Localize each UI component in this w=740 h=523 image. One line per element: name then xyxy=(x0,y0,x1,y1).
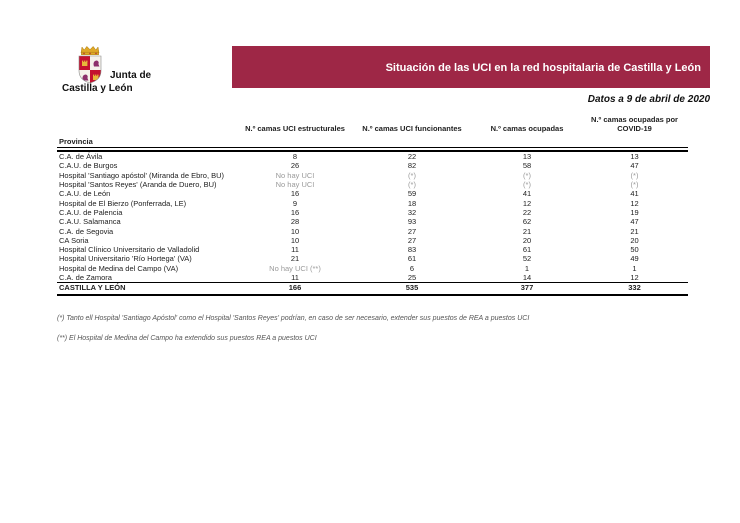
table-row xyxy=(57,217,688,226)
ocupadas-covid-cell: 20 xyxy=(630,235,639,245)
province-name-cell: C.A. de Segovia xyxy=(59,226,114,236)
coat-of-arms-icon xyxy=(74,46,106,84)
funcionantes-cell: (*) xyxy=(408,170,416,180)
date-line: Datos a 9 de abril de 2020 xyxy=(587,94,710,105)
table-row xyxy=(57,189,688,198)
ocupadas-cell: 20 xyxy=(522,235,532,245)
estructurales-cell: 28 xyxy=(290,217,300,227)
page-title: Situación de las UCI en la red hospitalaria de Castilla y León xyxy=(385,62,701,74)
junta-castilla-leon-logo xyxy=(58,46,178,98)
col-header-estructurales: N.º camas UCI estructurales xyxy=(245,123,345,133)
province-header-label: Provincia xyxy=(57,137,239,148)
table-row xyxy=(57,236,688,245)
ocupadas-cell: 52 xyxy=(522,254,532,264)
province-header-row xyxy=(57,137,688,148)
province-name-cell: Hospital Universitario 'Río Hortega' (VA) xyxy=(59,254,192,264)
province-name-cell: C.A.U. de Palencia xyxy=(59,207,123,217)
table-row xyxy=(57,254,688,263)
empty-header-cell xyxy=(57,116,239,137)
province-name-cell: Hospital Clínico Universitario de Valladolid xyxy=(59,245,200,255)
col-header-ocupadas-covid: N.º camas ocupadas por COVID-19 xyxy=(591,116,678,133)
ocupadas-covid-cell: (*) xyxy=(630,180,639,190)
province-name-cell: C.A. de Zamora xyxy=(59,273,112,283)
table-row xyxy=(57,208,688,217)
footnote-rea-uci: (*) Tanto ell Hospital 'Santiago Apóstol' como el Hospital 'Santos Reyes' podrían, en caso de ser necesario, extender sus puestos de REA a puestos UCI xyxy=(57,315,530,322)
ocupadas-covid-cell: (*) xyxy=(630,170,639,180)
funcionantes-cell: 93 xyxy=(407,217,417,227)
funcionantes-cell: 61 xyxy=(407,254,417,264)
funcionantes-cell: 25 xyxy=(407,273,417,283)
ocupadas-covid-cell: 19 xyxy=(630,207,639,217)
funcionantes-cell: (*) xyxy=(408,180,416,190)
uci-table-wrapper xyxy=(57,116,688,296)
funcionantes-cell: 27 xyxy=(407,235,417,245)
funcionantes-cell: 32 xyxy=(407,207,417,217)
ocupadas-cell: 21 xyxy=(522,226,532,236)
estructurales-cell: 10 xyxy=(290,226,300,236)
total-label: CASTILLA Y LEÓN xyxy=(57,282,239,296)
ocupadas-covid-cell: 1 xyxy=(632,263,637,273)
province-name-cell: Hospital de Medina del Campo (VA) xyxy=(59,263,179,273)
table-row xyxy=(57,180,688,189)
funcionantes-cell: 83 xyxy=(407,245,417,255)
estructurales-cell: 11 xyxy=(291,273,299,283)
ocupadas-covid-cell: 12 xyxy=(630,198,639,208)
funcionantes-cell: 18 xyxy=(407,198,417,208)
province-name-cell: C.A.U. Salamanca xyxy=(59,217,121,227)
estructurales-cell: No hay UCI xyxy=(275,180,315,190)
ocupadas-cell: (*) xyxy=(523,180,531,190)
ocupadas-cell: 61 xyxy=(522,245,532,255)
ocupadas-covid-cell: 47 xyxy=(630,217,639,227)
total-ocupadas: 377 xyxy=(473,282,581,296)
table-row xyxy=(57,152,688,161)
uci-beds-table xyxy=(57,116,688,296)
table-row xyxy=(57,273,688,282)
ocupadas-covid-cell: 47 xyxy=(630,161,639,171)
table-row xyxy=(57,171,688,180)
ocupadas-cell: 12 xyxy=(522,198,532,208)
logo-text-line2: Castilla y León xyxy=(62,83,133,94)
estructurales-cell: No hay UCI xyxy=(275,170,315,180)
ocupadas-covid-cell: 21 xyxy=(630,226,639,236)
ocupadas-cell: 58 xyxy=(522,161,532,171)
province-name-cell: CA Soria xyxy=(59,235,89,245)
estructurales-cell: 21 xyxy=(290,254,300,264)
title-banner xyxy=(232,46,710,88)
estructurales-cell: 9 xyxy=(292,198,298,208)
ocupadas-cell: 41 xyxy=(522,189,532,199)
province-name-cell: C.A. de Ávila xyxy=(59,152,103,162)
estructurales-cell: 16 xyxy=(290,189,300,199)
funcionantes-cell: 59 xyxy=(407,189,417,199)
logo-text-line1: Junta de xyxy=(110,70,152,81)
province-name-cell: Hospital de El Bierzo (Ponferrada, LE) xyxy=(59,198,187,208)
col-header-funcionantes: N.º camas UCI funcionantes xyxy=(362,123,462,133)
estructurales-cell: 26 xyxy=(290,161,300,171)
funcionantes-cell: 22 xyxy=(407,152,417,162)
ocupadas-cell: 13 xyxy=(522,152,532,162)
ocupadas-covid-cell: 50 xyxy=(630,245,639,255)
province-name-cell: C.A.U. de León xyxy=(59,189,111,199)
table-row xyxy=(57,227,688,236)
province-name-cell: C.A.U. de Burgos xyxy=(59,161,118,171)
estructurales-cell: No hay UCI (**) xyxy=(269,263,321,273)
ocupadas-cell: 62 xyxy=(522,217,532,227)
province-name-cell: Hospital 'Santiago apóstol' (Miranda de Ebro, BU) xyxy=(59,170,225,180)
table-row xyxy=(57,161,688,170)
province-name-cell: Hospital 'Santos Reyes' (Aranda de Duero, BU) xyxy=(59,180,217,190)
ocupadas-covid-cell: 41 xyxy=(630,189,639,199)
ocupadas-cell: 14 xyxy=(522,273,532,283)
table-row xyxy=(57,264,688,273)
funcionantes-cell: 6 xyxy=(409,263,415,273)
ocupadas-covid-cell: 49 xyxy=(630,254,639,264)
estructurales-cell: 11 xyxy=(291,245,299,255)
col-header-ocupadas: N.º camas ocupadas xyxy=(490,123,564,133)
funcionantes-cell: 82 xyxy=(407,161,417,171)
ocupadas-covid-cell: 12 xyxy=(630,273,639,283)
ocupadas-covid-cell: 13 xyxy=(630,152,639,162)
total-ocupadas-covid: 332 xyxy=(581,282,688,296)
table-body xyxy=(57,152,688,282)
footnote-medina-campo: (**) El Hospital de Medina del Campo ha extendido sus puestos REA a puestos UCI xyxy=(57,335,317,342)
estructurales-cell: 8 xyxy=(292,152,298,162)
total-funcionantes: 535 xyxy=(351,282,473,296)
estructurales-cell: 16 xyxy=(290,207,300,217)
column-header-row xyxy=(57,116,688,137)
total-estructurales: 166 xyxy=(239,282,351,296)
ocupadas-cell: 22 xyxy=(522,207,532,217)
ocupadas-cell: (*) xyxy=(523,170,531,180)
table-row xyxy=(57,245,688,254)
table-row xyxy=(57,199,688,208)
total-row xyxy=(57,282,688,296)
funcionantes-cell: 27 xyxy=(407,226,417,236)
ocupadas-cell: 1 xyxy=(524,263,530,273)
estructurales-cell: 10 xyxy=(290,235,300,245)
